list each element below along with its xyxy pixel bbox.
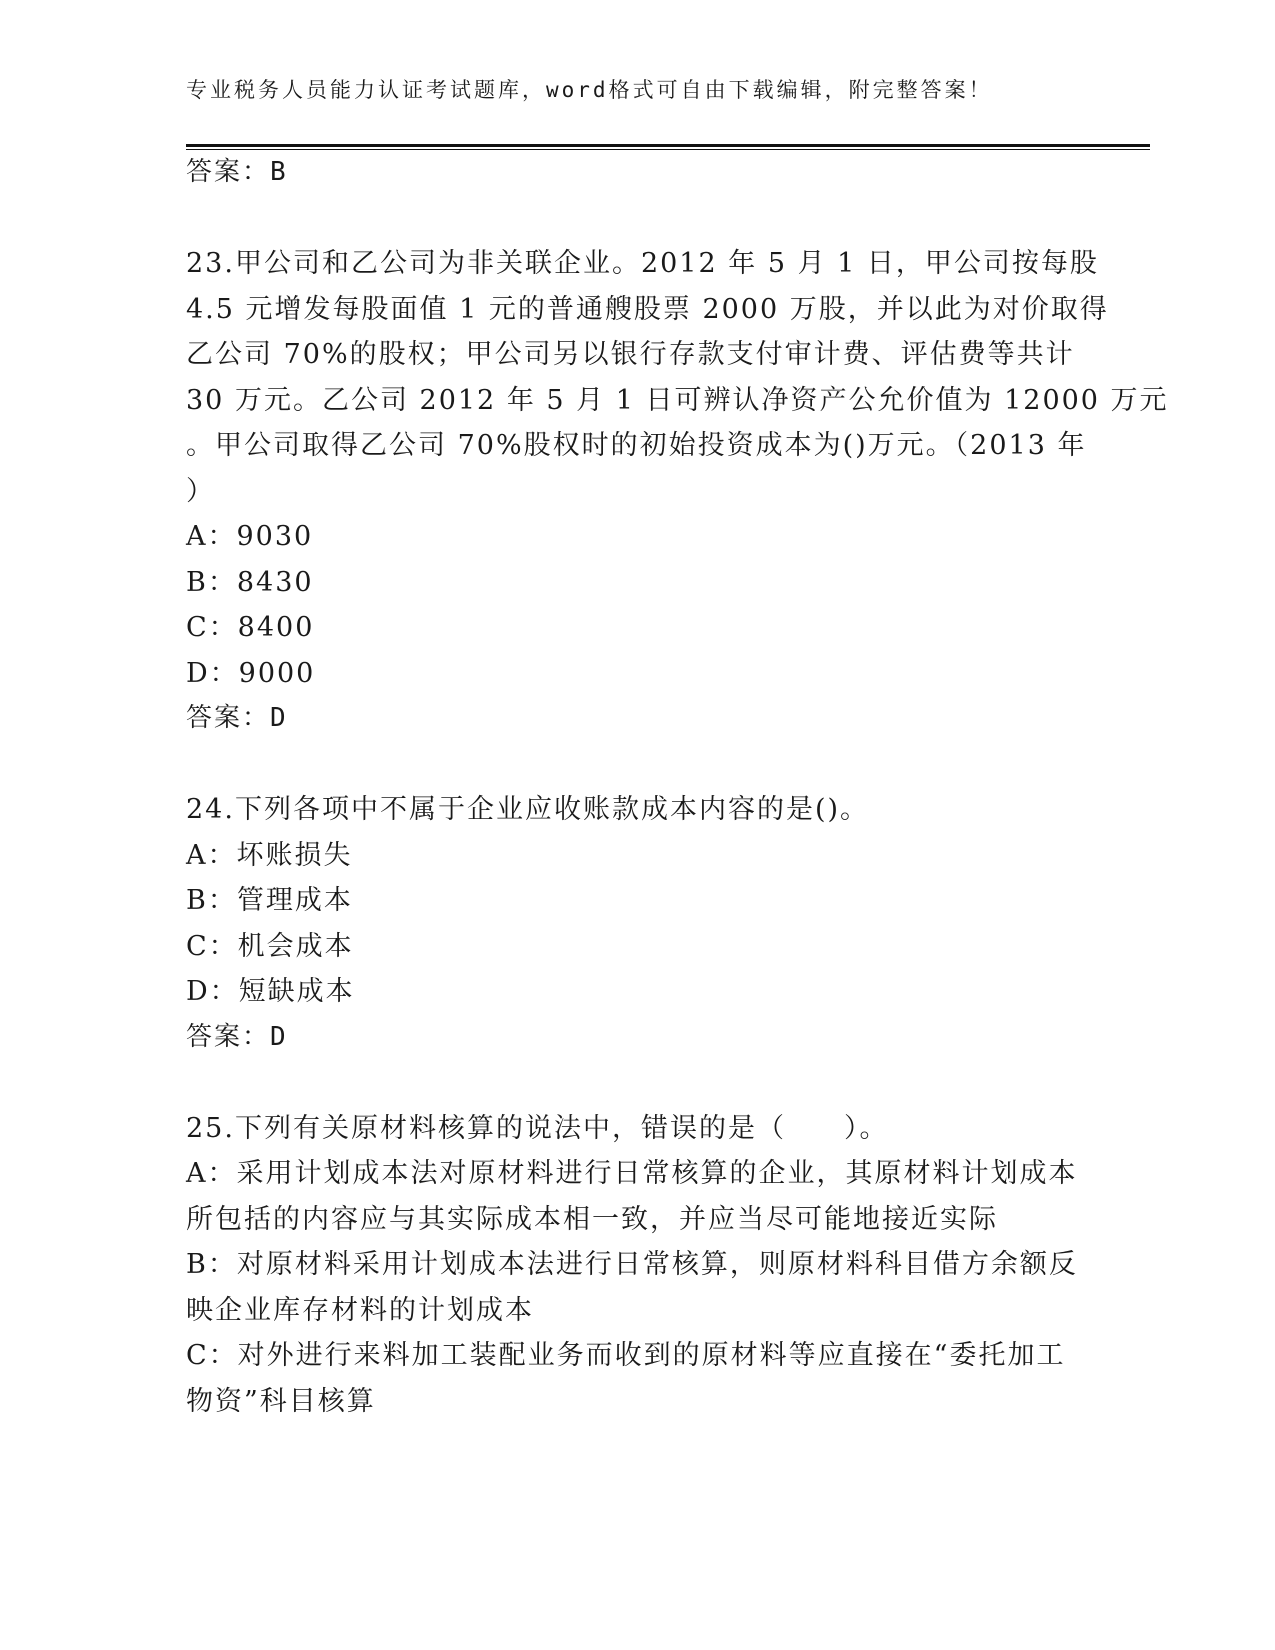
prev-answer: 答案：B bbox=[186, 157, 288, 187]
spacer bbox=[186, 742, 1086, 788]
option-a: A：坏账损失 bbox=[186, 839, 353, 871]
question-23 bbox=[186, 241, 1169, 742]
option-line: 映企业库存材料的计划成本 bbox=[186, 1294, 534, 1326]
document-body bbox=[186, 150, 1169, 1424]
option-d: D：短缺成本 bbox=[186, 976, 355, 1007]
question-stem: 24.下列各项中不属于企业应收账款成本内容的是()。 bbox=[186, 794, 870, 825]
option-line: B：对原材料采用计划成本法进行日常核算，则原材料科目借方余额反 bbox=[186, 1249, 1078, 1280]
spacer bbox=[186, 196, 1086, 242]
answer-23: 答案：D bbox=[186, 703, 288, 733]
question-24 bbox=[186, 787, 1086, 1060]
spacer bbox=[186, 1060, 1086, 1106]
option-b: B：8430 bbox=[186, 566, 314, 598]
question-stem-line: 。甲公司取得乙公司 70%股权时的初始投资成本为()万元。（2013 年 bbox=[186, 430, 1087, 461]
option-b: B：管理成本 bbox=[186, 885, 353, 916]
option-a: A：9030 bbox=[186, 521, 314, 552]
option-c: C：8400 bbox=[186, 612, 315, 643]
question-25 bbox=[186, 1106, 1086, 1425]
option-d: D：9000 bbox=[186, 657, 316, 689]
answer-24: 答案：D bbox=[186, 1021, 288, 1052]
page-header: 专业税务人员能力认证考试题库，word格式可自由下载编辑，附完整答案！ bbox=[186, 78, 993, 102]
option-line: 所包括的内容应与其实际成本相一致，并应当尽可能地接近实际 bbox=[186, 1203, 998, 1235]
question-stem-line: ） bbox=[186, 475, 215, 507]
option-line: C：对外进行来料加工装配业务而收到的原材料等应直接在“委托加工 bbox=[186, 1340, 1066, 1371]
question-stem-line: 4.5 元增发每股面值 1 元的普通艘股票 2000 万股，并以此为对价取得 bbox=[186, 293, 1109, 325]
option-line: 物资”科目核算 bbox=[186, 1385, 376, 1417]
option-line: A：采用计划成本法对原材料进行日常核算的企业，其原材料计划成本 bbox=[186, 1158, 1078, 1189]
question-stem: 25.下列有关原材料核算的说法中，错误的是（ ）。 bbox=[186, 1112, 889, 1144]
question-stem-line: 乙公司 70%的股权；甲公司另以银行存款支付审计费、评估费等共计 bbox=[186, 339, 1075, 370]
header-rule-thick bbox=[186, 144, 1150, 147]
option-c: C：机会成本 bbox=[186, 930, 354, 962]
question-stem-line: 30 万元。乙公司 2012 年 5 月 1 日可辨认净资产公允价值为 12000 万元 bbox=[186, 384, 1169, 416]
question-stem-line: 23.甲公司和乙公司为非关联企业。2012 年 5 月 1 日，甲公司按每股 bbox=[186, 248, 1099, 279]
